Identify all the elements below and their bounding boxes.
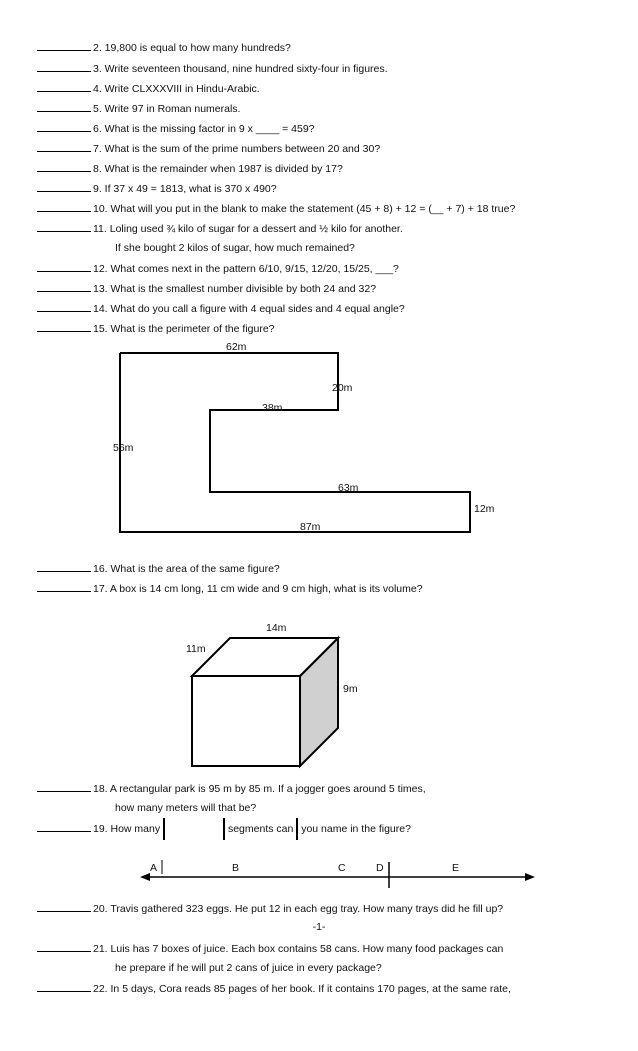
- question-text: 4. Write CLXXXVIII in Hindu-Arabic.: [93, 83, 260, 95]
- question-text: 9. If 37 x 49 = 1813, what is 370 x 490?: [93, 183, 277, 195]
- question-11-continued: If she bought 2 kilos of sugar, how much remained?: [115, 242, 355, 254]
- line-figure: [0, 850, 638, 895]
- box-figure: [0, 600, 638, 780]
- label-inner-top: 38m: [262, 402, 283, 414]
- point-e-label: E: [452, 862, 460, 874]
- question-text: 20. Travis gathered 323 eggs. He put 12 in each egg tray. How many trays did he fill up?: [93, 903, 504, 915]
- question-18: [37, 781, 426, 796]
- question-text: 18. A rectangular park is 95 m by 85 m. If a jogger goes around 5 times,: [93, 783, 426, 795]
- question-text: 14. What do you call a figure with 4 equal sides and 4 equal angle?: [93, 303, 405, 315]
- question-text: you name in the figure?: [301, 823, 411, 835]
- question-text: 8. What is the remainder when 1987 is divided by 17?: [93, 163, 343, 175]
- question-text: 16. What is the area of the same figure?: [93, 563, 280, 575]
- label-right-bottom: 12m: [474, 503, 495, 515]
- answer-blank[interactable]: [37, 941, 91, 952]
- answer-blank[interactable]: [37, 821, 91, 832]
- label-inner-bottom: 63m: [338, 482, 359, 494]
- question-text: 22. In 5 days, Cora reads 85 pages of her book. If it contains 170 pages, at the same rate,: [93, 983, 511, 995]
- question-text: 15. What is the perimeter of the figure?: [93, 323, 275, 335]
- answer-blank[interactable]: [37, 981, 91, 992]
- box-front-face: [192, 676, 300, 766]
- right-arrowhead: [525, 873, 535, 881]
- question-16: [37, 561, 280, 576]
- question-text: 6. What is the missing factor in 9 x ____ = 459?: [93, 123, 315, 135]
- question-text: 3. Write seventeen thousand, nine hundred sixty-four in figures.: [93, 63, 388, 75]
- question-19: [37, 818, 411, 840]
- question-text: 11. Loling used ¾ kilo of sugar for a dessert and ½ kilo for another.: [93, 223, 403, 235]
- left-arrowhead: [140, 873, 150, 881]
- label-top: 62m: [226, 341, 247, 353]
- question-17: [37, 581, 423, 596]
- label-right-top: 20m: [332, 382, 353, 394]
- question-22: [37, 981, 511, 996]
- answer-blank[interactable]: [37, 781, 91, 792]
- question-text: 7. What is the sum of the prime numbers between 20 and 30?: [93, 143, 381, 155]
- segment-symbol: [163, 818, 165, 840]
- question-20: [37, 901, 503, 916]
- label-bottom: 87m: [300, 521, 321, 533]
- box-width-label: 11m: [186, 643, 206, 655]
- question-text: 21. Luis has 7 boxes of juice. Each box contains 58 cans. How many food packages can: [93, 943, 504, 955]
- answer-blank[interactable]: [37, 581, 91, 592]
- segment-symbol: [296, 818, 298, 840]
- answer-blank[interactable]: [37, 561, 91, 572]
- question-text: 13. What is the smallest number divisible by both 24 and 32?: [93, 283, 377, 295]
- question-text: 5. Write 97 in Roman numerals.: [93, 103, 241, 115]
- box-height-label: 9m: [343, 683, 358, 695]
- question-text: 17. A box is 14 cm long, 11 cm wide and 9 cm high, what is its volume?: [93, 583, 423, 595]
- question-18-continued: how many meters will that be?: [115, 802, 257, 814]
- question-text: 10. What will you put in the blank to make the statement (45 + 8) + 12 = (__ + 7) + 18 true?: [93, 203, 516, 215]
- box-length-label: 14m: [266, 622, 287, 634]
- point-c-label: C: [338, 862, 346, 874]
- page-number: -1-: [312, 921, 326, 933]
- c-shape-outline: [120, 353, 470, 532]
- question-text: 2. 19,800 is equal to how many hundreds?: [93, 42, 291, 54]
- label-left: 56m: [113, 442, 134, 454]
- question-text: 12. What comes next in the pattern 6/10, 9/15, 12/20, 15/25, ___?: [93, 263, 399, 275]
- question-21: [37, 941, 503, 956]
- point-a-label: A: [150, 862, 158, 874]
- answer-blank[interactable]: [37, 901, 91, 912]
- question-text: segments can: [227, 823, 294, 835]
- question-text: 19. How many: [93, 823, 161, 835]
- point-d-label: D: [376, 862, 384, 874]
- question-21-continued: he prepare if he will put 2 cans of juice in every package?: [115, 962, 382, 974]
- segment-symbol: [223, 818, 225, 840]
- point-b-label: B: [232, 862, 240, 874]
